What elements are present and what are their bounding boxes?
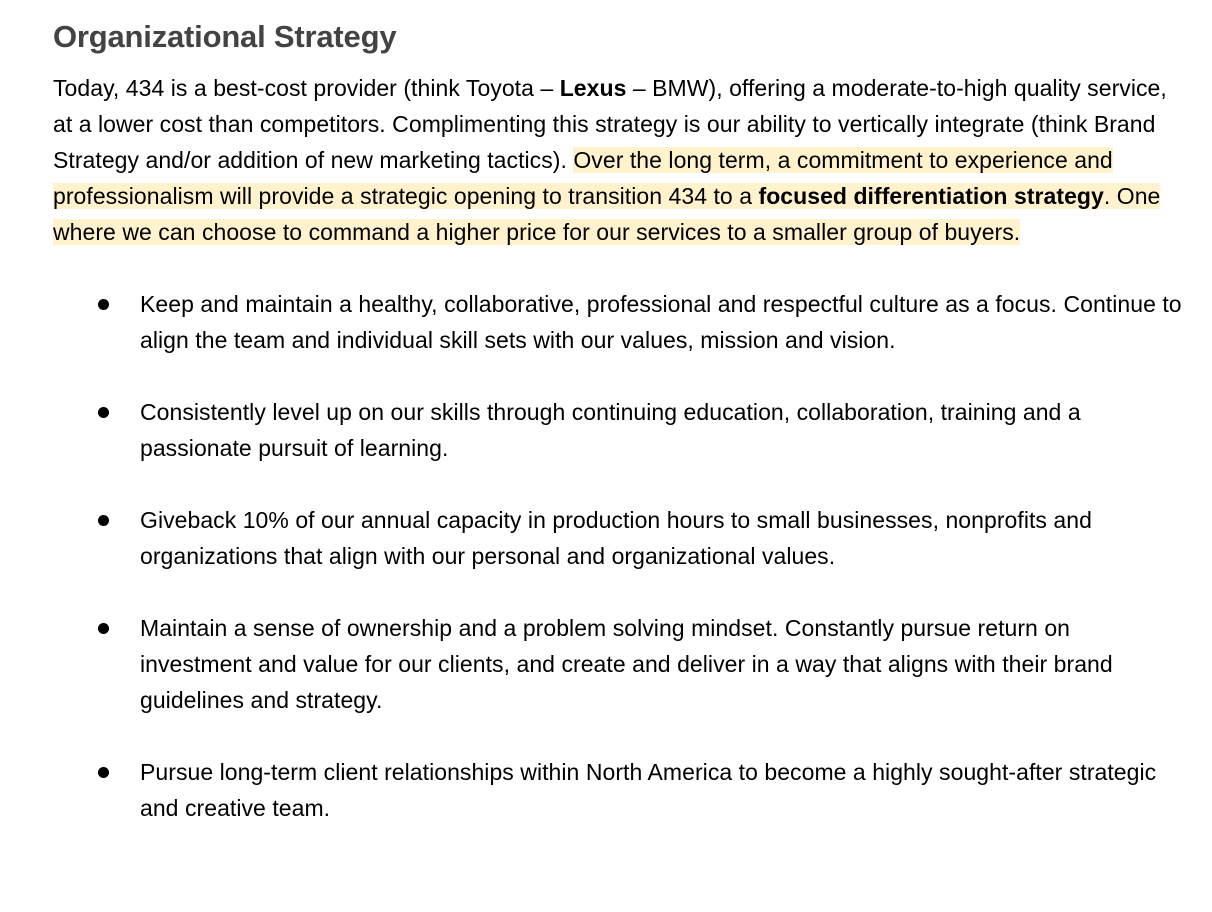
bullet-icon [98, 623, 109, 634]
list-item-text: Pursue long-term client relationships within North America to become a highly sought-after strategic and creative team. [140, 759, 1157, 821]
highlighted-text-end: . One where we can choose to command a higher price for our services to a smaller group of buyers. [53, 183, 1161, 245]
highlighted-bold-strategy: focused differentiation strategy [758, 183, 1104, 209]
list-item-text: Giveback 10% of our annual capacity in production hours to small businesses, nonprofits and organizations that align with our personal and organizational values. [140, 507, 1092, 569]
list-item-text: Keep and maintain a healthy, collaborative, professional and respectful culture as a focus. Continue to align the team and individual skill sets with our values, mission and vision. [140, 291, 1182, 353]
list-item [53, 394, 1183, 466]
page-title: Organizational Strategy [53, 19, 397, 54]
list-item [53, 754, 1183, 826]
bullet-icon [98, 407, 109, 418]
intro-text-middle: – BMW), offering a moderate-to-high quality service, at a lower cost than competitors. Complimenting this strategy is our ability to vertically integrate (think Brand Strategy and/or addition of new marketing tactics). [53, 75, 1167, 173]
bullet-icon [98, 299, 109, 310]
highlighted-text-start: Over the long term, a commitment to experience and professionalism will provide a strategic opening to transition 434 to a [53, 147, 1113, 209]
intro-text-start: Today, 434 is a best-cost provider (think Toyota – [53, 75, 560, 101]
list-item [53, 286, 1183, 358]
intro-paragraph [53, 70, 1183, 250]
bullet-icon [98, 767, 109, 778]
list-item [53, 610, 1183, 718]
list-item-text: Maintain a sense of ownership and a problem solving mindset. Constantly pursue return on investment and value for our clients, and create and deliver in a way that aligns with their brand guidelines and strategy. [140, 615, 1113, 713]
list-item [53, 502, 1183, 574]
bullet-icon [98, 515, 109, 526]
intro-bold-lexus: Lexus [559, 75, 627, 101]
list-item-text: Consistently level up on our skills through continuing education, collaboration, training and a passionate pursuit of learning. [140, 399, 1081, 461]
document-body [53, 16, 1183, 862]
strategy-bullet-list [53, 286, 1183, 826]
